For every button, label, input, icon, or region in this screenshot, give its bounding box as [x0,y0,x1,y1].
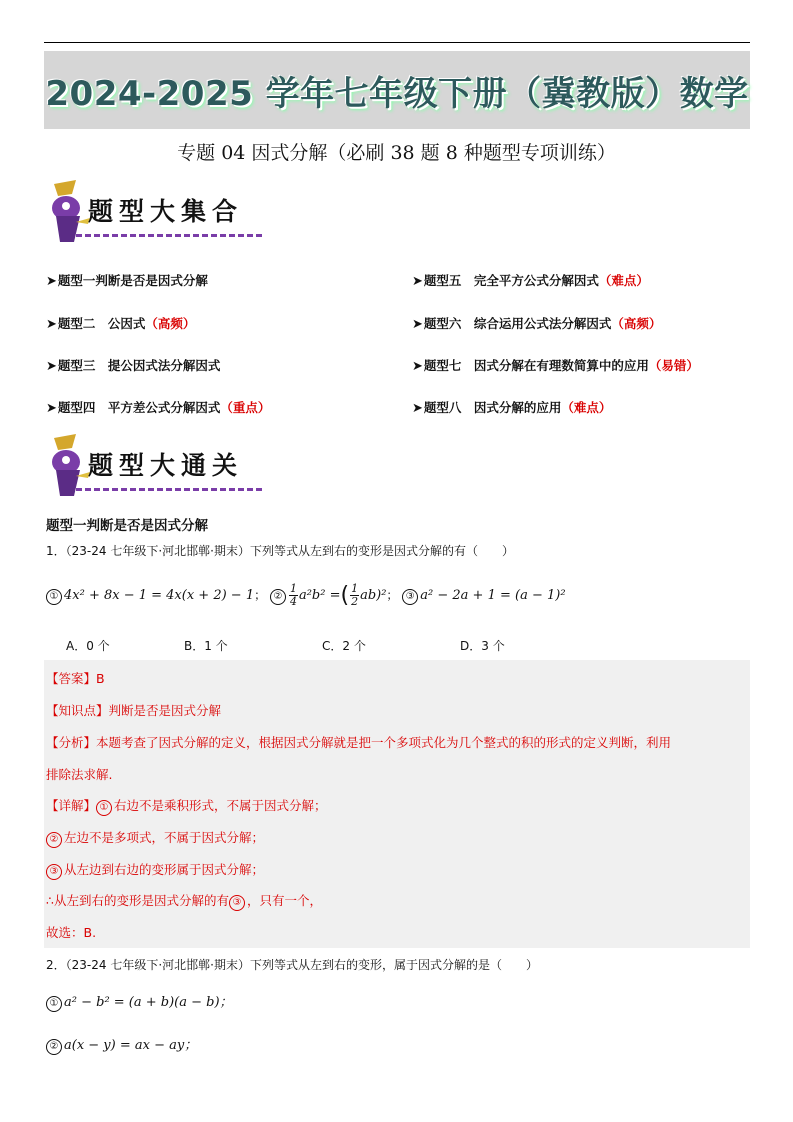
toc-item-3[interactable]: ➤题型三 提公因式法分解因式 [46,358,221,374]
detail-line-2: ② 左边不是多项式，不属于因式分解； [46,828,264,848]
fraction-half: $\frac{1}{2}$ [351,582,359,608]
question-2-eq-1: ① a² − b² = (a + b)(a − b)； [46,991,233,1012]
analysis-line-1: 【分析】本题考查了因式分解的定义，根据因式分解就是把一个多项式化为几个整式的积的形式的定义判断，利用 [46,735,672,750]
top-rule [44,42,750,43]
question-1-stem: 1．（23-24 七年级下·河北邯郸·期末）下列等式从左到右的变形是因式分解的有（ ） [46,544,514,558]
section-underline [76,488,262,491]
option-d[interactable]: D．3 个 [460,639,505,653]
question-2-stem: 2．（23-24 七年级下·河北邯郸·期末）下列等式从左到右的变形，属于因式分解的是（ ） [46,958,538,972]
choose-line: 故选：B. [46,925,97,940]
option-a[interactable]: A．0 个 [66,639,110,653]
answer-line: 【答案】B [46,671,105,686]
analysis-line-2: 排除法求解. [46,767,113,782]
knowledge-line: 【知识点】判断是否是因式分解 [46,703,222,718]
section-logo-collection [46,178,264,248]
conclusion-line: ∴从左到右的变形是因式分解的有 ③ ，只有一个， [46,891,322,911]
banner-title: 2024-2025 学年七年级下册（冀教版）数学 [45,73,749,114]
toc-item-7[interactable]: ➤题型七 因式分解在有理数简算中的应用（易错） [412,358,699,374]
question-1-equations: ① 4x² + 8x − 1 = 4x(x + 2) − 1； ② $\frac{1}{4}$ a²b² =( $\frac{1}{2}$ ab)²； ③ a² − 2a + 1 = (a − 1)² [46,583,566,608]
page-subtitle: 专题 04 因式分解（必刷 38 题 8 种题型专项训练） [177,142,616,164]
toc-item-2[interactable]: ➤题型二 公因式（高频） [46,316,196,332]
section-title-collection: 题型大集合 [88,197,244,226]
equation-1: 4x² + 8x − 1 = 4x(x + 2) − 1 [64,588,255,603]
question-2-eq-2: ② a(x − y) = ax − ay； [46,1034,197,1055]
toc-item-6[interactable]: ➤题型六 综合运用公式法分解因式（高频） [412,316,662,332]
toc-item-5[interactable]: ➤题型五 完全平方公式分解因式（难点） [412,273,649,289]
toc-item-4[interactable]: ➤题型四 平方差公式分解因式（重点） [46,400,271,416]
title-banner [44,51,750,129]
toc-item-1[interactable]: ➤题型一判断是否是因式分解 [46,273,208,289]
option-c[interactable]: C．2 个 [322,639,366,653]
toc-item-8[interactable]: ➤题型八 因式分解的应用（难点） [412,400,612,416]
detail-line-3: ③ 从左边到右边的变形属于因式分解； [46,860,264,880]
section-title-pass: 题型大通关 [88,451,244,480]
fraction-quarter: $\frac{1}{4}$ [289,582,297,608]
question-type-heading: 题型一判断是否是因式分解 [46,518,208,534]
option-b[interactable]: B．1 个 [184,639,228,653]
equation-3: a² − 2a + 1 = (a − 1)² [420,588,566,603]
section-logo-pass [46,432,264,502]
detail-line-1: 【详解】 ① 右边不是乘积形式，不属于因式分解； [46,796,327,816]
section-underline [76,234,262,237]
